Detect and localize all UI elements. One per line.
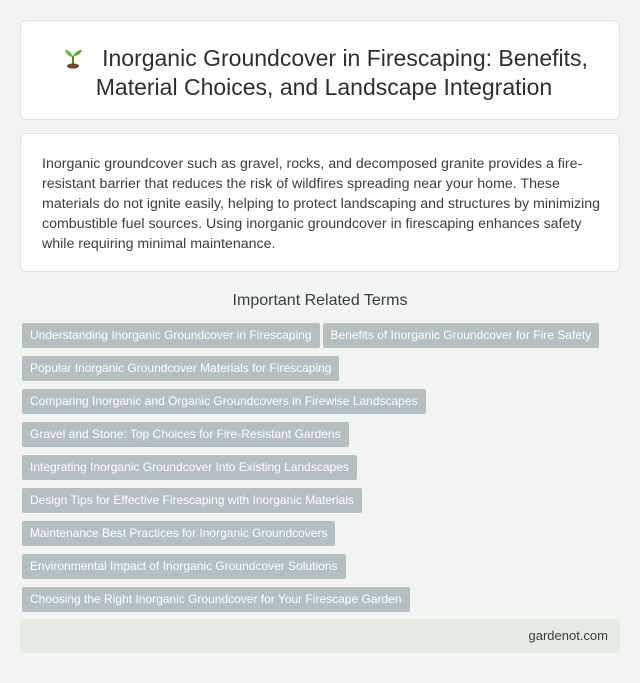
related-term-tag[interactable]: Popular Inorganic Groundcover Materials for Firescaping bbox=[22, 356, 339, 381]
related-terms-title: Important Related Terms bbox=[232, 292, 408, 309]
related-term-tag[interactable]: Design Tips for Effective Firescaping with Inorganic Materials bbox=[22, 488, 362, 513]
page-title-text: Inorganic Groundcover in Firescaping: Benefits, Material Choices, and Landscape Integration bbox=[95, 45, 588, 100]
related-terms-list bbox=[22, 323, 622, 620]
title-card bbox=[20, 20, 620, 120]
sprout-icon bbox=[60, 45, 86, 69]
related-term-tag[interactable]: Understanding Inorganic Groundcover in Firescaping bbox=[22, 323, 320, 348]
related-term-tag[interactable]: Benefits of Inorganic Groundcover for Fire Safety bbox=[323, 323, 600, 348]
footer bbox=[20, 619, 620, 653]
related-term-tag[interactable]: Comparing Inorganic and Organic Groundcovers in Firewise Landscapes bbox=[22, 389, 426, 414]
related-term-tag[interactable]: Environmental Impact of Inorganic Groundcover Solutions bbox=[22, 554, 346, 579]
related-term-tag[interactable]: Gravel and Stone: Top Choices for Fire-Resistant Gardens bbox=[22, 422, 349, 447]
related-term-tag[interactable]: Integrating Inorganic Groundcover Into Existing Landscapes bbox=[22, 455, 357, 480]
related-term-tag[interactable]: Choosing the Right Inorganic Groundcover for Your Firescape Garden bbox=[22, 587, 410, 612]
footer-site-link[interactable]: gardenot.com bbox=[528, 628, 608, 643]
intro-card bbox=[20, 133, 620, 272]
page-title bbox=[45, 44, 603, 102]
intro-text: Inorganic groundcover such as gravel, rocks, and decomposed granite provides a fire-resistant barrier that reduces the risk of wildfires spreading near your home. These materials do not ignite easily, helping to protect landscaping and structures by minimizing combustible fuel sources. Using inorganic groundcover in firescaping enhances safety while requiring minimal maintenance. bbox=[42, 156, 601, 252]
related-term-tag[interactable]: Maintenance Best Practices for Inorganic Groundcovers bbox=[22, 521, 335, 546]
